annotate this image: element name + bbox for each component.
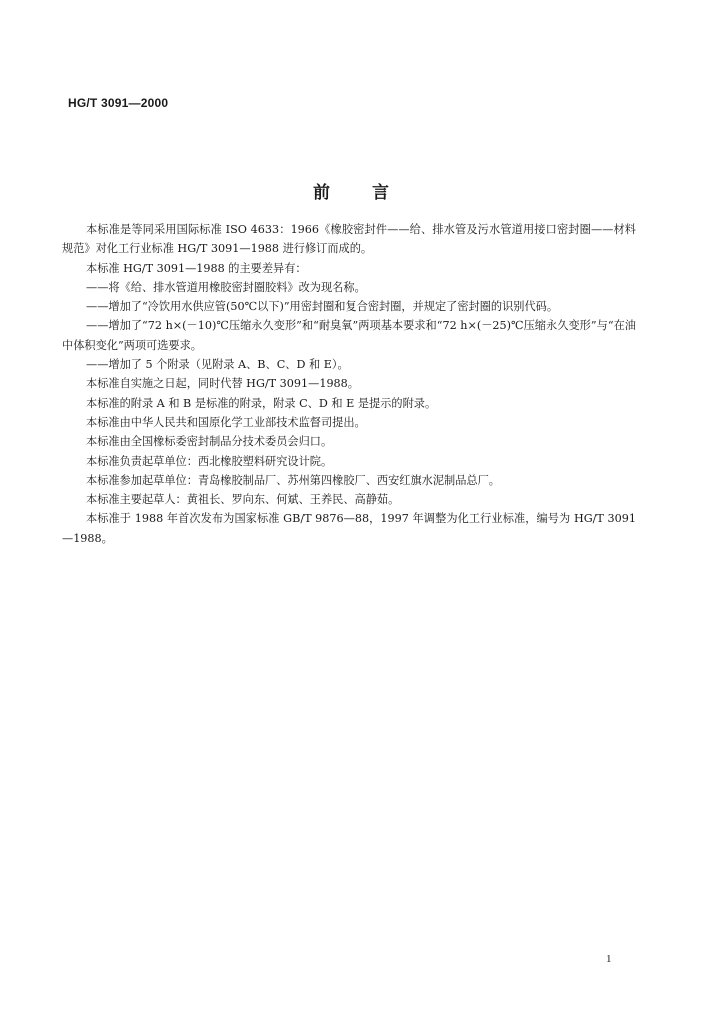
paragraph: 本标准的附录 A 和 B 是标准的附录，附录 C、D 和 E 是提示的附录。 <box>86 396 437 410</box>
paragraph: ——将《给、排水管道用橡胶密封圈胶料》改为现名称。 <box>86 280 366 294</box>
paragraph: 本标准于 1988 年首次发布为国家标准 GB/T 9876—88，1997 年调整为化工行业标准，编号为 HG/T 3091—1988。 <box>62 512 636 545</box>
paragraph: ——增加了 5 个附录（见附录 A、B、C、D 和 E）。 <box>86 358 349 372</box>
page-title: 前言 <box>313 183 431 203</box>
paragraph: 本标准自实施之日起，同时代替 HG/T 3091—1988。 <box>86 377 359 391</box>
paragraph: 本标准由全国橡标委密封制品分技术委员会归口。 <box>86 435 333 449</box>
paragraph: 本标准参加起草单位：青岛橡胶制品厂、苏州第四橡胶厂、西安红旗水泥制品总厂。 <box>86 473 500 487</box>
paragraph: 本标准主要起草人：黄祖长、罗向东、何斌、王养民、高静茹。 <box>86 493 400 507</box>
paragraph: 本标准是等同采用国际标准 ISO 4633：1966《橡胶密封件——给、排水管及污水管道用接口密封圈——材料规范》对化工行业标准 HG/T 3091—1988 进行修订而成的。 <box>62 223 636 256</box>
paragraph: ——增加了“冷饮用水供应管(50℃以下)”用密封圈和复合密封圈，并规定了密封圈的识别代码。 <box>86 300 559 314</box>
paragraph: 本标准由中华人民共和国原化学工业部技术监督司提出。 <box>86 415 366 429</box>
page-number: 1 <box>606 953 612 965</box>
preface-body <box>62 220 636 548</box>
paragraph: 本标准负责起草单位：西北橡胶塑料研究设计院。 <box>86 454 333 468</box>
paragraph: ——增加了“72 h×(－10)℃压缩永久变形”和“耐臭氧”两项基本要求和“72 h×(－25)℃压缩永久变形”与“在油中体积变化”两项可选要求。 <box>62 319 636 352</box>
standard-code: HG/T 3091—2000 <box>68 96 169 110</box>
paragraph: 本标准 HG/T 3091—1988 的主要差异有： <box>86 261 307 275</box>
